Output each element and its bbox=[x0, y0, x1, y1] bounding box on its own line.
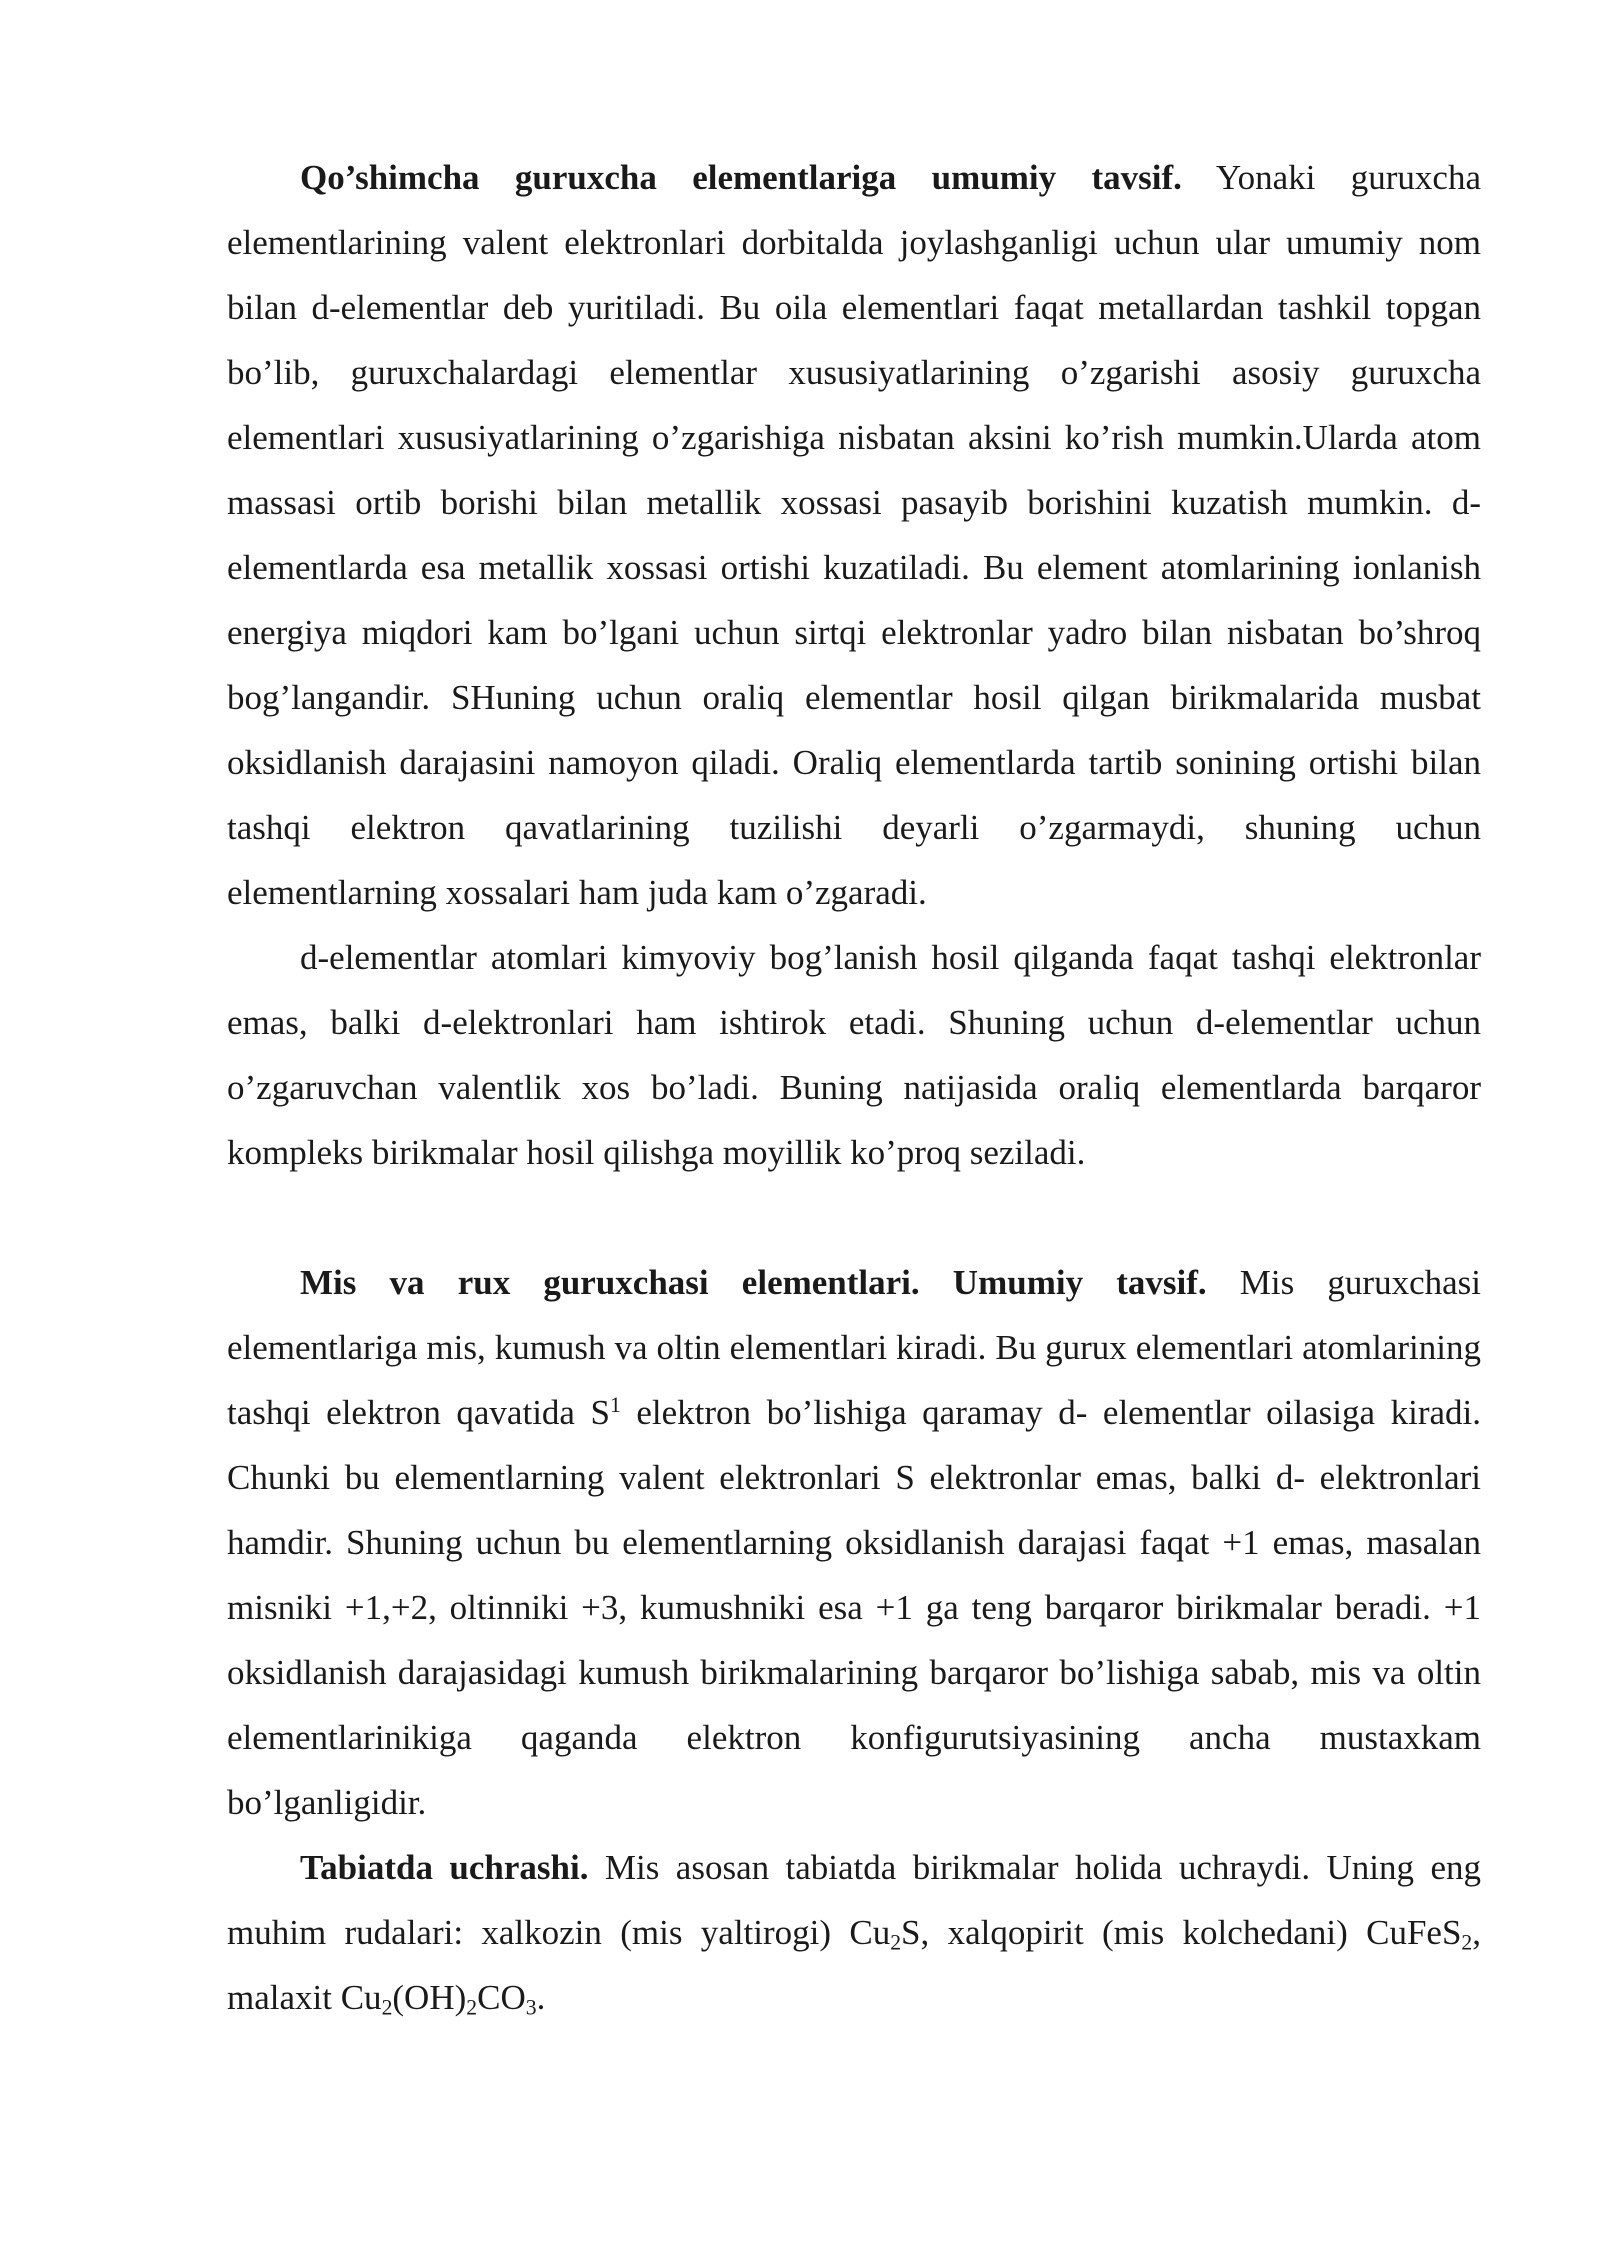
subscript: 3 bbox=[525, 1995, 537, 2020]
section-heading: Qo’shimcha guruxcha elementlariga umumiy tavsif. bbox=[300, 158, 1182, 197]
paragraph-text: d-elementlar atomlari kimyoviy bog’lanish hosil qilganda faqat tashqi elektronlar emas, balki d-elektronlari ham ishtirok etadi. Shuning uchun d-elementlar uchun o’zgaruvchan valentlik xos bo’ladi. Buning natijasida oraliq elementlarda barqaror kompleks birikmalar hosil qilishga moyillik ko’proq seziladi. bbox=[227, 938, 1481, 1172]
paragraph-occurrence-in-nature bbox=[227, 1835, 1481, 2030]
paragraph-text: (OH) bbox=[392, 1978, 467, 2017]
paragraph-spacer bbox=[227, 1185, 1481, 1250]
paragraph-text: Mis asosan tabiatda birikmalar holida uchraydi. Uning eng muhim rudalari: xalkozin (mis yaltirogi) Cu bbox=[227, 1848, 1481, 1952]
subscript: 2 bbox=[890, 1930, 902, 1955]
section-heading: Mis va rux guruxchasi elementlari. Umumiy tavsif. bbox=[300, 1263, 1207, 1302]
paragraph-text: , malaxit Cu bbox=[227, 1913, 1481, 2017]
paragraph-text: S, xalqopirit (mis kolchedani) CuFeS bbox=[901, 1913, 1462, 1952]
paragraph-text: Yonaki guruxcha elementlarining valent elektronlari dorbitalda joylashganligi uchun ular umumiy nom bilan d-elementlar deb yuritiladi. Bu oila elementlari faqat metallardan tashkil topgan bo’lib, guruxchalardagi elementlar xususiyatlarining o’zgarishi asosiy guruxcha elementlari xususiyatlarining o’zgarishiga nisbatan aksini ko’rish mumkin.Ularda atom massasi ortib borishi bilan metallik xossasi pasayib borishini kuzatish mumkin. d-elementlarda esa metallik xossasi ortishi kuzatiladi. Bu element atomlarining ionlanish energiya miqdori kam bo’lgani uchun sirtqi elektronlar yadro bilan nisbatan bo’shroq bog’langandir. SHuning uchun oraliq elementlar hosil qilgan birikmalarida musbat oksidlanish darajasini namoyon qiladi. Oraliq elementlarda tartib sonining ortishi bilan tashqi elektron qavatlarining tuzilishi deyarli o’zgarmaydi, shuning uchun elementlarning xossalari ham juda kam o’zgaradi. bbox=[227, 158, 1481, 912]
paragraph-text: CO bbox=[477, 1978, 526, 2017]
document-page bbox=[227, 145, 1481, 2030]
paragraph-text: Mis guruxchasi elementlariga mis, kumush va oltin elementlari kiradi. Bu gurux elementlari atomlarining tashqi elektron qavatida S bbox=[227, 1263, 1481, 1432]
subscript: 2 bbox=[381, 1995, 393, 2020]
paragraph-copper-zinc-group bbox=[227, 1250, 1481, 1835]
paragraph-d-elements-overview bbox=[227, 145, 1481, 925]
subscript: 2 bbox=[1461, 1930, 1473, 1955]
superscript: 1 bbox=[609, 1393, 621, 1418]
paragraph-text: elektron bo’lishiga qaramay d- elementlar oilasiga kiradi. Chunki bu elementlarning valent elektronlari S elektronlar emas, balki d- elektronlari hamdir. Shuning uchun bu elementlarning oksidlanish darajasi faqat +1 emas, masalan misniki +1,+2, oltinniki +3, kumushniki esa +1 ga teng barqaror birikmalar beradi. +1 oksidlanish darajasidagi kumush birikmalarining barqaror bo’lishiga sabab, mis va oltin elementlarinikiga qaganda elektron konfigurutsiyasining ancha mustaxkam bo’lganligidir. bbox=[227, 1393, 1481, 1822]
paragraph-d-electrons-bonding bbox=[227, 925, 1481, 1185]
paragraph-text: . bbox=[536, 1978, 546, 2017]
section-heading: Tabiatda uchrashi. bbox=[300, 1848, 589, 1887]
subscript: 2 bbox=[466, 1995, 478, 2020]
